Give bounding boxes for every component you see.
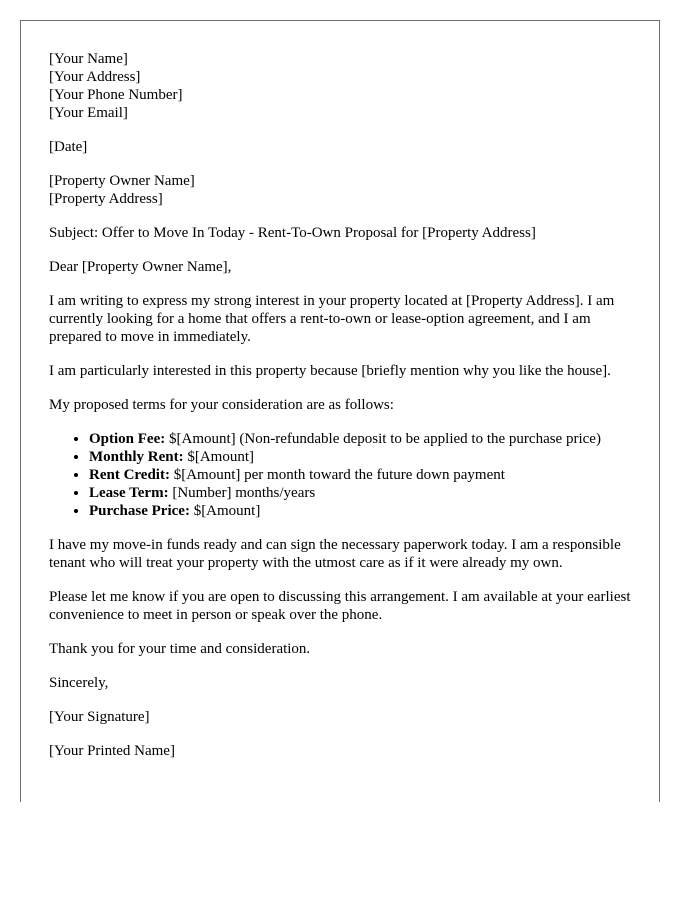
term-rent-credit bbox=[89, 466, 635, 484]
recipient-address: [Property Address] bbox=[49, 191, 163, 207]
sender-block bbox=[49, 50, 635, 122]
term-label: Purchase Price: bbox=[89, 503, 190, 519]
term-option-fee bbox=[89, 430, 635, 448]
term-monthly-rent bbox=[89, 448, 635, 466]
terms-intro-paragraph: My proposed terms for your consideration are as follows: bbox=[49, 397, 394, 413]
term-value: [Number] months/years bbox=[168, 485, 316, 501]
term-label: Lease Term: bbox=[89, 485, 169, 501]
term-label: Option Fee: bbox=[89, 431, 166, 447]
sender-phone: [Your Phone Number] bbox=[49, 87, 183, 103]
followup-paragraph: Please let me know if you are open to discussing this arrangement. I am available at your earliest convenience to meet in person or speak over the phone. bbox=[49, 589, 631, 623]
intro-paragraph: I am writing to express my strong interest in your property located at [Property Address]. I am currently looking for a home that offers a rent-to-own or lease-option agreement, and I am prepared to move in immediately. bbox=[49, 293, 615, 345]
subject-line: Subject: Offer to Move In Today - Rent-To-Own Proposal for [Property Address] bbox=[49, 225, 536, 241]
printed-name: [Your Printed Name] bbox=[49, 743, 175, 759]
term-value: $[Amount] bbox=[189, 503, 261, 519]
term-value: $[Amount] bbox=[183, 449, 254, 465]
funds-paragraph: I have my move-in funds ready and can sign the necessary paperwork today. I am a responsible tenant who will treat your property with the utmost care as if it were already my own. bbox=[49, 537, 621, 571]
terms-list bbox=[49, 430, 635, 520]
term-label: Monthly Rent: bbox=[89, 449, 184, 465]
term-value: $[Amount] (Non-refundable deposit to be applied to the purchase price) bbox=[165, 431, 601, 447]
recipient-block bbox=[49, 172, 635, 208]
letter-page bbox=[20, 20, 660, 802]
sender-email: [Your Email] bbox=[49, 105, 128, 121]
term-lease-term bbox=[89, 484, 635, 502]
term-value: $[Amount] per month toward the future down payment bbox=[169, 467, 505, 483]
closing: Sincerely, bbox=[49, 675, 109, 691]
letter-body bbox=[49, 50, 635, 776]
thanks-paragraph: Thank you for your time and consideration. bbox=[49, 641, 311, 657]
sender-address: [Your Address] bbox=[49, 69, 141, 85]
term-purchase-price bbox=[89, 502, 635, 520]
signature: [Your Signature] bbox=[49, 709, 150, 725]
interest-paragraph: I am particularly interested in this property because [briefly mention why you like the house]. bbox=[49, 363, 611, 379]
recipient-name: [Property Owner Name] bbox=[49, 173, 195, 189]
letter-date: [Date] bbox=[49, 139, 88, 155]
salutation: Dear [Property Owner Name], bbox=[49, 259, 232, 275]
sender-name: [Your Name] bbox=[49, 51, 128, 67]
term-label: Rent Credit: bbox=[89, 467, 170, 483]
